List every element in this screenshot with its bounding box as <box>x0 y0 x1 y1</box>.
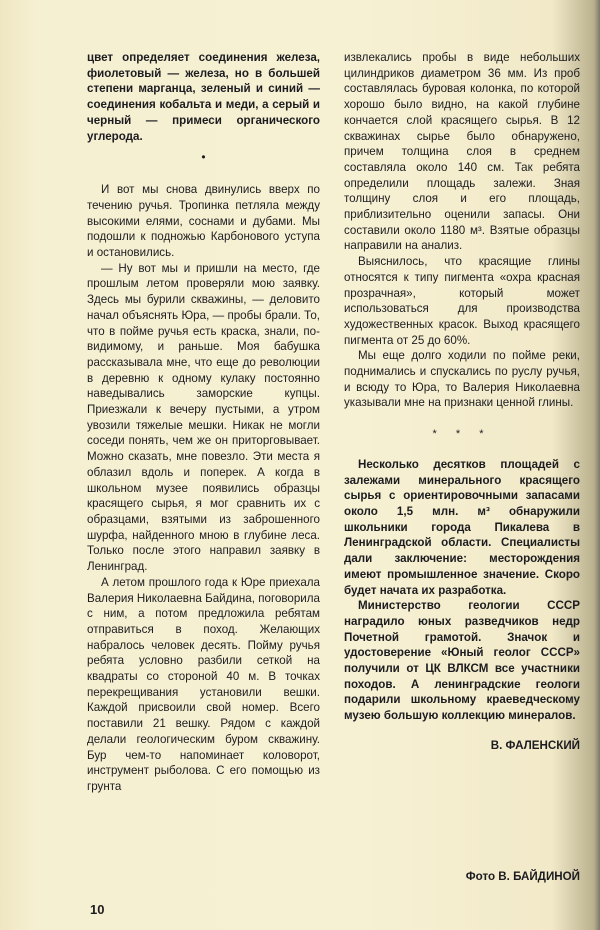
section-separator: * * * <box>432 428 492 441</box>
paragraph: извлекались пробы в виде небольших цилиндриков диаметром 36 мм. Из проб составлялась буровая колонка, по которой хорошо было видно, на какой глубине кончается слой красящего сырья. В 12 скважинах сырье было обнаружено, причем толщина слоя в среднем составляла около 140 см. Так ребята определили площадь залежи. Зная толщину слоя и его площадь, приблизительно оценили запасы. Они составили около 1180 м³. Взятые образцы направили на анализ. <box>344 51 580 253</box>
paragraph: Выяснилось, что красящие глины относятся к типу пигмента «охра красная прозрачная», который может использоваться для производства художественных красок. Выход красящего пигмента от 25 до 60%. <box>344 255 580 347</box>
right-column <box>344 50 580 754</box>
bold-paragraph: Несколько десятков площадей с залежами минерального красящего сырья с ориентировочными запасами около 1,5 млн. м³ обнаружили школьники города Пикалева в Ленинградской области. Специалисты дали заключение: месторождения имеют промышленное значение. Скоро будет начата их разработка. <box>344 457 580 597</box>
photo-credit: Фото В. БАЙДИНОЙ <box>465 870 580 883</box>
paragraph: Мы еще долго ходили по пойме реки, поднимались и спускались по руслу ручья, и всюду то Юра, то Валерия Николаевна указывали мне на признаки ценной глины. <box>344 349 580 410</box>
paragraph: И вот мы снова двинулись вверх по течению ручья. Тропинка петляла между высокими елями, соснами и дубами. Мы подошли к подножью Карбонового уступа и остановились. <box>87 183 320 260</box>
bold-lead-paragraph: цвет определяет соединения железа, фиолетовый — железа, но в большей степени марганца, зеленый и синий — соединения кобальта и меди, а серый и черный — примеси органического углерода. <box>87 51 320 143</box>
bold-paragraph: Министерство геологии СССР наградило юных разведчиков недр Почетной грамотой. Значок и удостоверение «Юный геолог СССР» получили от ЦК ВЛКСМ все участники походов. А ленинградские геологи подарили школьному краеведческому музею большую коллекцию минералов. <box>344 599 580 723</box>
left-column <box>87 50 320 795</box>
paragraph: — Ну вот мы и пришли на место, где прошлым летом проверяли мою заявку. Здесь мы бурили скважины, — деловито начал объяснять Юра, — пробы брали. То, что в пойме ручья есть краска, знали, по-видимому, и раньше. Моя бабушка рассказывала мне, что еще до революции в деревню к одному кулаку постоянно наведывались заморские купцы. Приезжали к вечеру пустыми, а утром увозили тяжелые мешки. Никак не могли соседи понять, чем же он приторговывает. Можно сказать, мне повезло. Эти места я облазил вдоль и поперек. А когда в школьном музее появились образцы красящего сырья, я мог сравнить их с образцами, взятыми из заброшенного шурфа, найденного мною в глубине леса. Только после этого направил заявку в Ленинград. <box>87 261 320 574</box>
paragraph: А летом прошлого года к Юре приехала Валерия Николаевна Байдина, поговорила с ним, а потом предложила ребятам отправиться в поход. Желающих набралось человек десять. Пойму ручья ребята условно разбили сеткой на квадраты со стороной 40 м. В точках перекрещивания установили вешки. Каждой присвоили свой номер. Всего поставили 21 вешку. Рядом с каждой делали геологическим буром скважину. Бур чем-то напоминает коловорот, инструмент рыболова. С его помощью из грунта <box>87 575 320 793</box>
section-dot: • <box>201 150 206 165</box>
author-signature: В. ФАЛЕНСКИЙ <box>490 738 580 752</box>
page-number: 10 <box>90 902 105 917</box>
